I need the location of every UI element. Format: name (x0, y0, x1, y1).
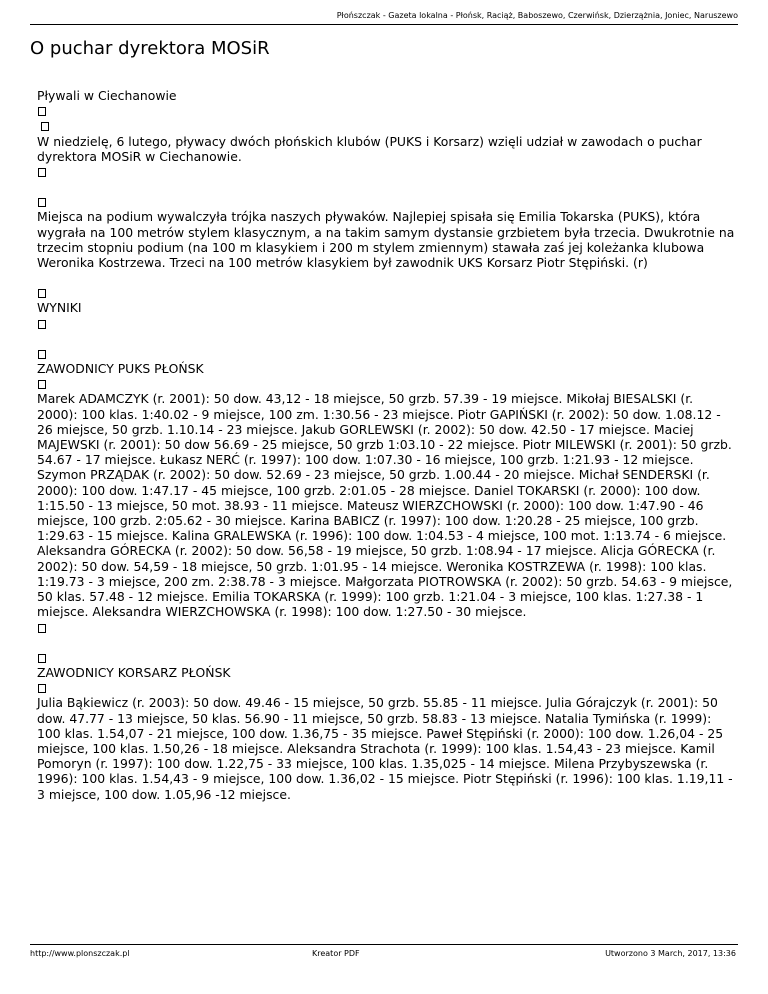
placeholder-box-icon (38, 380, 46, 389)
article-body: Miejsca na podium wywalczyła trójka naszych pływaków. Najlepiej spisała się Emilia Tokarska (PUKS), która wygrała na 100 metrów stylem klasycznym, a na takim samym dystansie grzbietem była trzecia. Dwukrotnie na trzecim stopniu podium (na 100 m klasykiem i 200 m stylem zmiennym) stawała zaś jej koleżanka klubowa Weronika Kostrzewa. Trzeci na 100 metrów klasykiem był zawodnik UKS Korsarz Piotr Stępiński. (r) (37, 209, 735, 271)
placeholder-box-icon (41, 122, 49, 131)
puks-heading: ZAWODNICY PUKS PŁOŃSK (37, 361, 204, 377)
results-heading: WYNIKI (37, 300, 82, 316)
page-header: Płońszczak - Gazeta lokalna - Płońsk, Raciąż, Baboszewo, Czerwińsk, Dzierzążnia, Joniec, Naruszewo (30, 10, 738, 25)
article-content (37, 88, 737, 802)
page-footer (30, 944, 738, 958)
korsarz-heading: ZAWODNICY KORSARZ PŁOŃSK (37, 664, 231, 680)
placeholder-box-icon (38, 320, 46, 329)
placeholder-box-icon (38, 350, 46, 359)
article-title: O puchar dyrektora MOSiR (30, 38, 270, 59)
footer-generator: Kreator PDF (312, 949, 360, 958)
placeholder-box-icon (38, 107, 46, 116)
placeholder-box-icon (38, 198, 46, 207)
placeholder-box-icon (38, 289, 46, 298)
article-lead: W niedzielę, 6 lutego, pływacy dwóch płońskich klubów (PUKS i Korsarz) wzięli udział w zawodach o puchar dyrektora MOSiR w Ciechanowie. (37, 133, 702, 164)
puks-results: Marek ADAMCZYK (r. 2001): 50 dow. 43,12 - 18 miejsce, 50 grzb. 57.39 - 19 miejsce. Mikołaj BIESALSKI (r. 2000): 100 klas. 1:40.02 - 9 miejsce, 100 zm. 1:30.56 - 23 miejsce. Piotr GAPIŃSKI (r. 2002): 50 dow. 1.08.12 - 26 miejsce, 50 grzb. 1.10.14 - 23 miejsce. Jakub GORLEWSKI (r. 2002): 50 dow. 42.50 - 17 miejsce. Maciej MAJEWSKI (r. 2001): 50 dow 56.69 - 25 miejsce, 50 grzb 1:03.10 - 22 miejsce. Piotr MILEWSKI (r. 2001): 50 grzb. 54.67 - 17 miejsce. Łukasz NERĆ (r. 1997): 100 dow. 1:07.30 - 16 miejsce, 100 grzb. 1:21.93 - 12 miejsce. Szymon PRZĄDAK (r. 2002): 50 dow. 52.69 - 23 miejsce, 50 grzb. 1.00.44 - 20 miejsce. Michał SENDERSKI (r. 2000): 100 dow. 1:47.17 - 45 miejsce, 100 grzb. 2:01.05 - 28 miejsce. Daniel TOKARSKI (r. 2000): 100 dow. 1:15.50 - 13 miejsce, 50 mot. 38.93 - 11 miejsce. Mateusz WIERZCHOWSKI (r. 2000): 100 dow. 1:47.90 - 46 miejsce, 100 grzb. 2:05.62 - 30 miejsce. Karina BABICZ (r. 1997): 100 dow. 1:20.28 - 25 miejsce, 100 grzb. 1:29.63 - 15 miejsce. Kalina GRALEWSKA (r. 1996): 100 dow. 1:04.53 - 4 miejsce, 100 mot. 1:13.74 - 6 miejsce. Aleksandra GÓRECKA (r. 2002): 50 dow. 56,58 - 19 miejsce, 50 grzb. 1:08.94 - 17 miejsce. Alicja GÓRECKA (r. 2002): 50 dow. 54,59 - 18 miejsce, 50 grzb. 1:01.95 - 14 miejsce. Weronika KOSTRZEWA (r. 1998): 100 klas. 1:19.73 - 3 miejsce, 200 zm. 2:38.78 - 3 miejsce. Małgorzata PIOTROWSKA (r. 2002): 50 grzb. 54.63 - 9 miejsce, 50 klas. 57.48 - 12 miejsce. Emilia TOKARSKA (r. 1999): 100 grzb. 1:21.04 - 3 miejsce, 100 klas. 1:27.38 - 1 miejsce. Aleksandra WIERZCHOWSKA (r. 1998): 100 dow. 1:27.50 - 30 miejsce. (37, 391, 733, 620)
korsarz-results: Julia Bąkiewicz (r. 2003): 50 dow. 49.46 - 15 miejsce, 50 grzb. 55.85 - 11 miejsce. Julia Górajczyk (r. 2001): 50 dow. 47.77 - 13 miejsce, 50 klas. 56.90 - 11 miejsce, 50 grzb. 58.83 - 13 miejsce. Natalia Tymińska (r. 1999): 100 klas. 1.54,07 - 21 miejsce, 100 dow. 1.36,75 - 35 miejsce. Paweł Stępiński (r. 2000): 100 dow. 1.26,04 - 25 miejsce, 100 klas. 1.50,26 - 18 miejsce. Aleksandra Strachota (r. 1999): 100 klas. 1.54,43 - 23 miejsce. Kamil Pomoryn (r. 1997): 100 dow. 1.22,75 - 33 miejsce, 100 klas. 1.35,025 - 14 miejsce. Milena Przybyszewska (r. 1996): 100 klas. 1.54,43 - 9 miejsce, 100 dow. 1.36,02 - 15 miejsce. Piotr Stępiński (r. 1996): 100 klas. 1.19,11 - 3 miejsce, 100 dow. 1.05,96 -12 miejsce. (37, 695, 733, 802)
placeholder-box-icon (38, 684, 46, 693)
article-subtitle: Pływali w Ciechanowie (37, 88, 177, 103)
placeholder-box-icon (38, 168, 46, 177)
footer-created-date: Utworzono 3 March, 2017, 13:36 (605, 949, 736, 958)
footer-url-link[interactable]: http://www.plonszczak.pl (30, 949, 130, 958)
placeholder-box-icon (38, 624, 46, 633)
placeholder-box-icon (38, 654, 46, 663)
